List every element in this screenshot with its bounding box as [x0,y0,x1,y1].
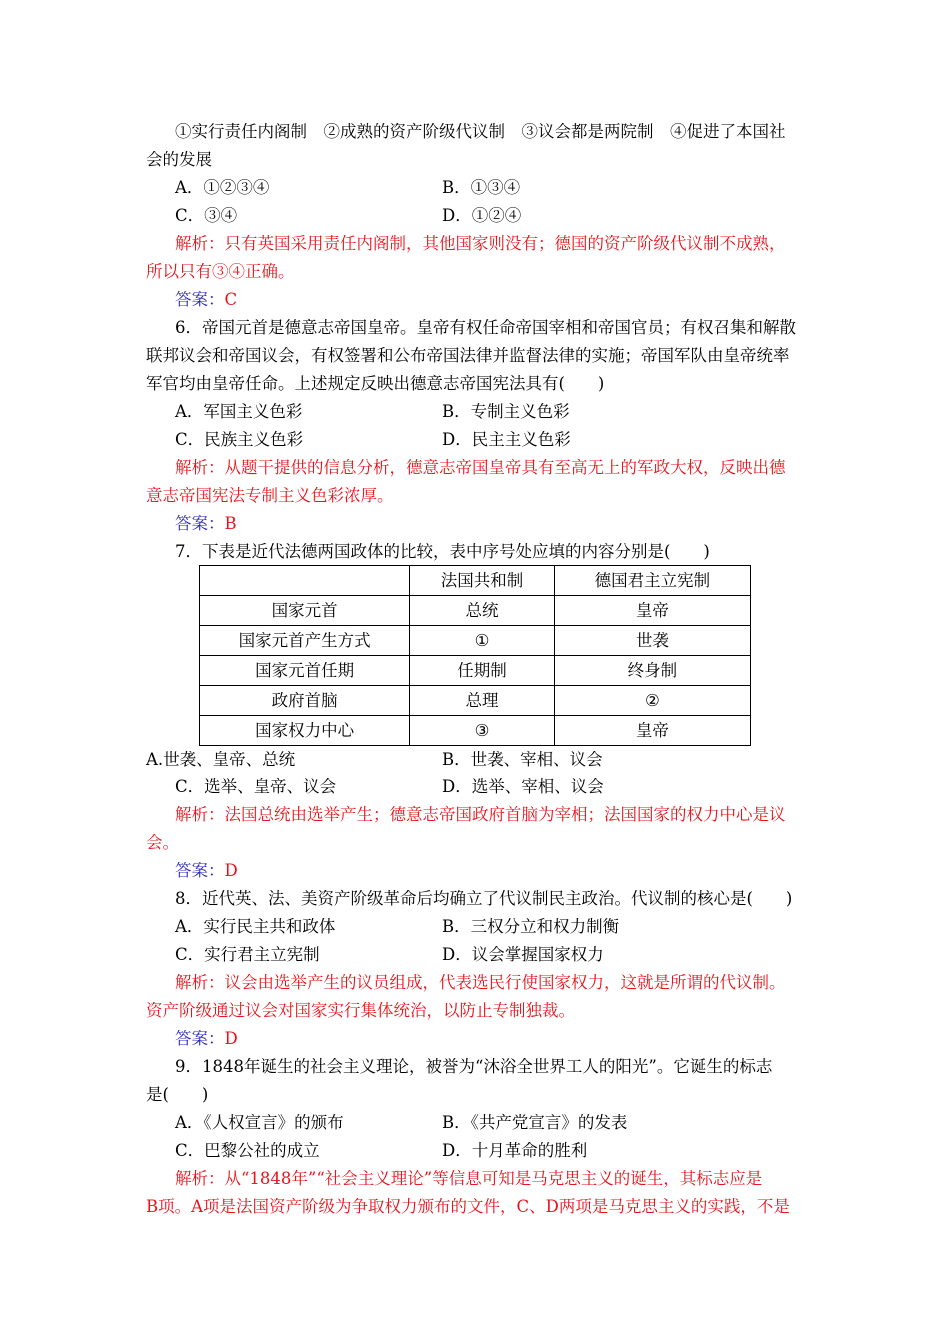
table-row [200,656,751,686]
q8-option-b: B．三权分立和权力制衡 [442,917,620,936]
q8-analysis [175,970,786,996]
table-header-cell: 法国共和制 [410,566,554,596]
q6-stem-line: 联邦议会和帝国议会，有权签署和公布帝国法律并监督法律的实施；帝国军队由皇帝统率 [146,346,790,365]
table-cell: 国家元首任期 [200,656,410,686]
q5-stem-line: ①实行责任内阁制 ②成熟的资产阶级代议制 ③议会都是两院制 ④促进了本国社 [175,122,786,141]
table-cell: 终身制 [554,656,750,686]
q5-stem-line: 会的发展 [146,150,212,169]
analysis-label: 解析： [175,458,225,477]
answer-label: 答案： [175,290,225,309]
q9-analysis [175,1166,762,1192]
answer-value: D [224,861,238,880]
table-header-cell [200,566,410,596]
q6-answer [175,511,237,537]
q7-option-a: A.世袭、皇帝、总统 [146,750,296,769]
table-cell: 总理 [410,686,554,716]
q5-option-d: D．①②④ [442,206,522,225]
q7-analysis-cont: 会。 [146,833,179,852]
q5-option-c: C．③④ [175,206,238,225]
q7-stem-line: 7．下表是近代法德两国政体的比较，表中序号处应填的内容分别是( ) [175,542,710,561]
q7-option-d: D．选举、宰相、议会 [442,777,604,796]
q5-analysis-cont: 所以只有③④正确。 [146,262,295,281]
table-cell: ③ [410,716,554,746]
q7-answer [175,858,238,884]
table-cell: ② [554,686,750,716]
comparison-table [199,565,751,746]
table-row [200,686,751,716]
analysis-text: 法国总统由选举产生；德意志帝国政府首脑为宰相；法国国家的权力中心是议 [224,805,786,824]
q6-option-a: A．军国主义色彩 [175,402,303,421]
analysis-label: 解析： [175,805,225,824]
answer-label: 答案： [175,514,225,533]
table-row [200,596,751,626]
q8-stem-line: 8．近代英、法、美资产阶级革命后均确立了代议制民主政治。代议制的核心是( ) [175,889,793,908]
q7-option-c: C．选举、皇帝、议会 [175,777,337,796]
table-cell: 国家权力中心 [200,716,410,746]
table-row [200,716,751,746]
analysis-text: 从“1848年”“社会主义理论”等信息可知是马克思主义的诞生，其标志应是 [224,1169,763,1188]
q8-answer [175,1026,238,1052]
q5-option-a: A．①②③④ [175,178,270,197]
table-cell: 皇帝 [554,716,750,746]
q9-option-b: B．《共产党宣言》的发表 [442,1113,628,1132]
table-header-row [200,566,751,596]
q5-option-b: B．①③④ [442,178,521,197]
q6-analysis-cont: 意志帝国宪法专制主义色彩浓厚。 [146,486,394,505]
answer-value: D [224,1029,238,1048]
q6-option-b: B．专制主义色彩 [442,402,570,421]
q8-option-a: A．实行民主共和政体 [175,917,336,936]
q9-option-a: A．《人权宣言》的颁布 [175,1113,344,1132]
q8-option-c: C．实行君主立宪制 [175,945,320,964]
q9-stem-line: 是( ) [146,1085,209,1104]
analysis-label: 解析： [175,234,225,253]
q6-analysis [175,455,786,481]
table-cell: 政府首脑 [200,686,410,716]
q6-stem-line: 军官均由皇帝任命。上述规定反映出德意志帝国宪法具有( ) [146,374,605,393]
q9-option-c: C．巴黎公社的成立 [175,1141,320,1160]
q6-stem-line: 6．帝国元首是德意志帝国皇帝。皇帝有权任命帝国宰相和帝国官员；有权召集和解散 [175,318,796,337]
table-cell: 总统 [410,596,554,626]
table-cell: 皇帝 [554,596,750,626]
q9-stem-line: 9．1848年诞生的社会主义理论，被誉为“沐浴全世界工人的阳光”。它诞生的标志 [175,1057,773,1076]
table-cell: 国家元首 [200,596,410,626]
answer-label: 答案： [175,861,225,880]
answer-label: 答案： [175,1029,225,1048]
q9-analysis-cont: B项。A项是法国资产阶级为争取权力颁布的文件，C、D两项是马克思主义的实践，不是 [146,1197,790,1216]
table-cell: 国家元首产生方式 [200,626,410,656]
table-cell: 世袭 [554,626,750,656]
analysis-label: 解析： [175,973,225,992]
q5-analysis [175,231,786,257]
table-cell: 任期制 [410,656,554,686]
answer-value: B [224,514,237,533]
q5-answer [175,287,237,313]
q6-option-c: C．民族主义色彩 [175,430,304,449]
analysis-text: 从题干提供的信息分析，德意志帝国皇帝具有至高无上的军政大权，反映出德 [224,458,786,477]
q6-option-d: D．民主主义色彩 [442,430,571,449]
analysis-text: 议会由选举产生的议员组成，代表选民行使国家权力，这就是所谓的代议制。 [224,973,786,992]
answer-value: C [224,290,238,309]
q7-analysis [175,802,786,828]
q7-option-b: B．世袭、宰相、议会 [442,750,603,769]
q8-option-d: D．议会掌握国家权力 [442,945,604,964]
table-row [200,626,751,656]
q8-analysis-cont: 资产阶级通过议会对国家实行集体统治，以防止专制独裁。 [146,1001,575,1020]
table-cell: ① [410,626,554,656]
analysis-text: 只有英国采用责任内阁制，其他国家则没有；德国的资产阶级代议制不成熟， [224,234,786,253]
analysis-label: 解析： [175,1169,225,1188]
table-header-cell: 德国君主立宪制 [554,566,750,596]
q9-option-d: D．十月革命的胜利 [442,1141,588,1160]
